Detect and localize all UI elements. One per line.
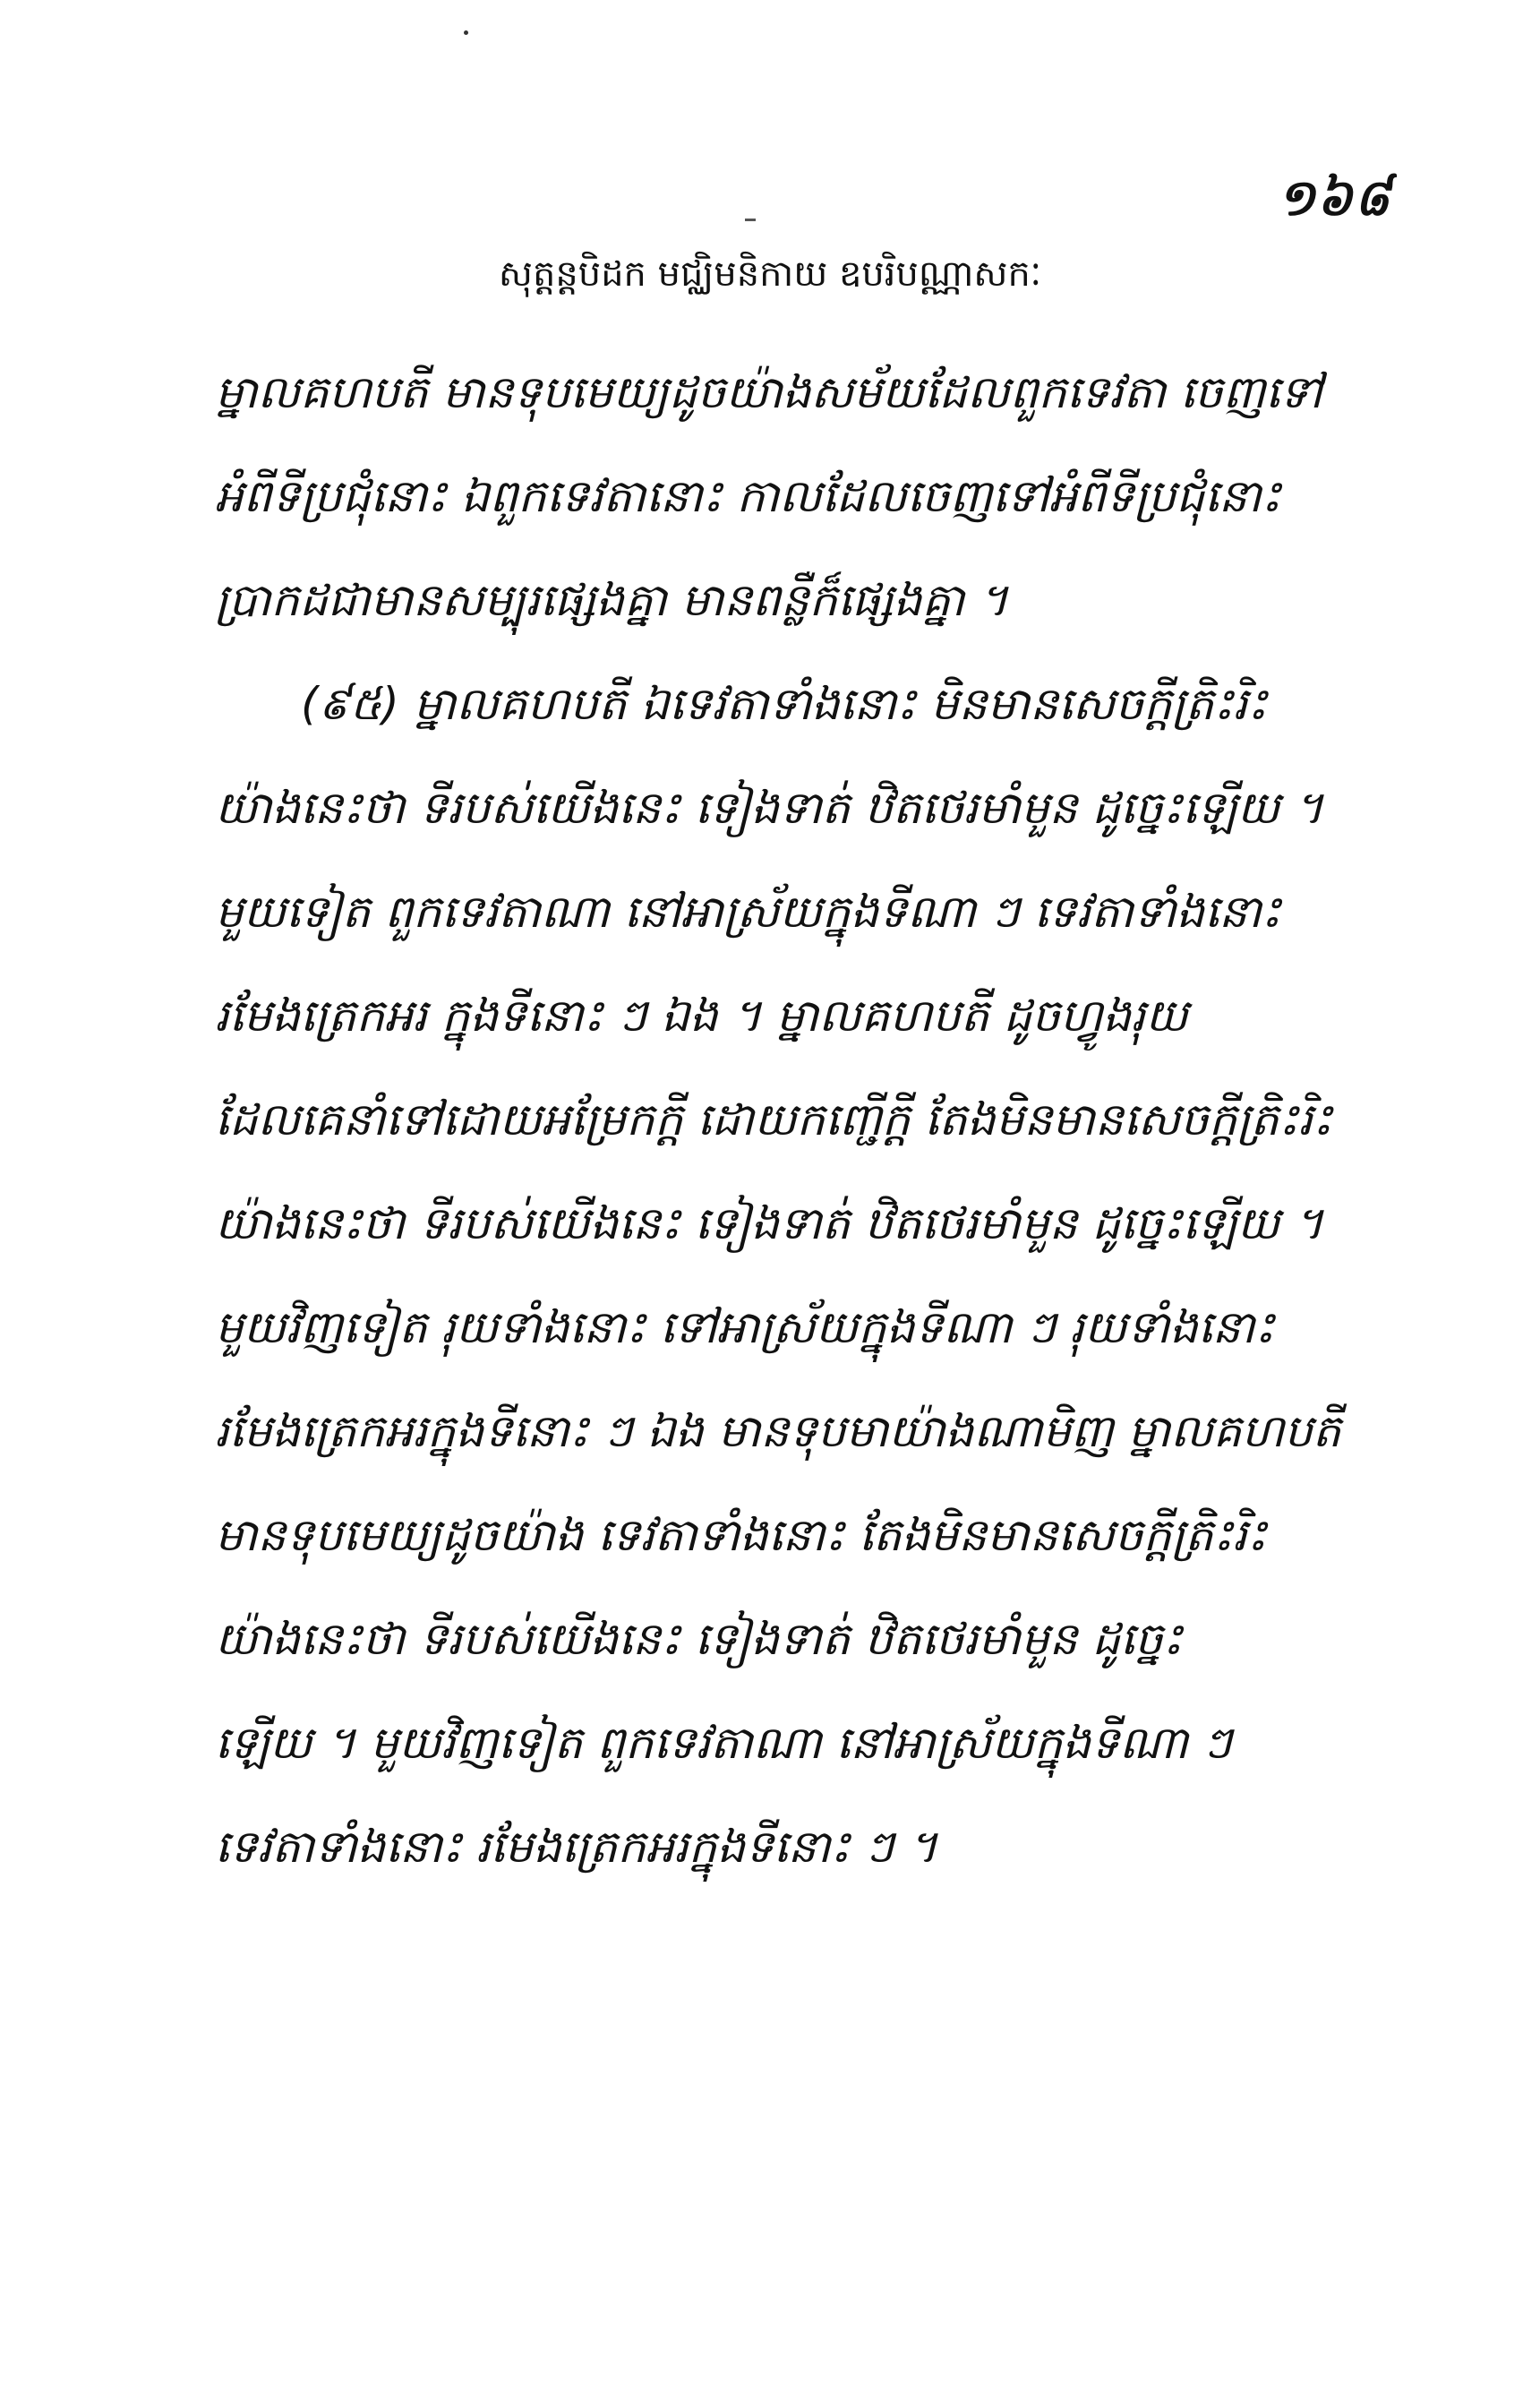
text-line: ទេវតាទាំងនោះ រមែងត្រេកអរក្នុងទីនោះ ៗ ។ <box>215 1821 938 1873</box>
text-line: រមែងត្រេកអរក្នុងទីនោះ ៗ ឯង មានទុបមាយ៉ាងណាមិញ ម្នាលគហបតី <box>215 1405 1341 1457</box>
text-line: អំពីទីប្រជុំនោះ ឯពួកទេវតានោះ កាលដែលចេញទៅអំពីទីប្រជុំនោះ <box>215 470 1281 522</box>
text-line: មួយទៀត ពួកទេវតាណា នៅអាស្រ័យក្នុងទីណា ៗ ទេវតាទាំងនោះ <box>215 886 1281 938</box>
text-line: ឡើយ ។ មួយវិញទៀត ពួកទេវតាណា នៅអាស្រ័យក្នុងទីណា ៗ <box>215 1717 1232 1769</box>
running-header: សុត្តន្តបិដក មជ្ឈិមនិកាយ ឧបរិបណ្ណាសកៈ <box>498 253 1042 295</box>
text-line: យ៉ាងនេះថា ទីរបស់យើងនេះ ទៀងទាត់ ឋិតថេរមាំមួន ដូច្នេះ <box>215 1613 1183 1665</box>
body-text <box>215 340 1379 1899</box>
text-line: ម្នាលគហបតី មានទុបមេយ្យដូចយ៉ាងសម័យដែលពួកទេវតា ចេញទៅ <box>215 366 1322 418</box>
text-line: ដែលគេនាំទៅដោយអម្រែកក្តី ដោយកញ្ជើក្តី តែងមិនមានសេចក្តីត្រិះរិះ <box>215 1094 1333 1145</box>
text-line: យ៉ាងនេះថា ទីរបស់យើងនេះ ទៀងទាត់ ឋិតថេរមាំមួន ដូច្នេះឡើយ ។ <box>215 1197 1324 1249</box>
text-line: មានទុបមេយ្យដូចយ៉ាង ទេវតាទាំងនោះ តែងមិនមានសេចក្តីត្រិះរិះ <box>215 1509 1267 1561</box>
paragraph-start-line: (៩៥) ម្នាលគហបតី ឯទេវតាទាំងនោះ មិនមានសេចក្តីត្រិះរិះ <box>301 678 1268 730</box>
text-line: យ៉ាងនេះថា ទីរបស់យើងនេះ ទៀងទាត់ ឋិតថេរមាំមួន ដូច្នេះឡើយ ។ <box>215 782 1324 834</box>
text-line: មួយវិញទៀត រុយទាំងនោះ ទៅអាស្រ័យក្នុងទីណា ៗ រុយទាំងនោះ <box>215 1301 1275 1353</box>
print-speck <box>464 30 468 35</box>
text-line: រមែងត្រេកអរ ក្នុងទីនោះ ៗ ឯង ។ ម្នាលគហបតី ដូចហ្វូងរុយ <box>215 990 1188 1042</box>
print-mark <box>745 219 756 221</box>
text-line: ប្រាកដជាមានសម្បុរផ្សេងគ្នា មានពន្លឺក៏ផ្សេងគ្នា ។ <box>215 574 1009 626</box>
page-number: ១៦៨ <box>1277 168 1391 227</box>
